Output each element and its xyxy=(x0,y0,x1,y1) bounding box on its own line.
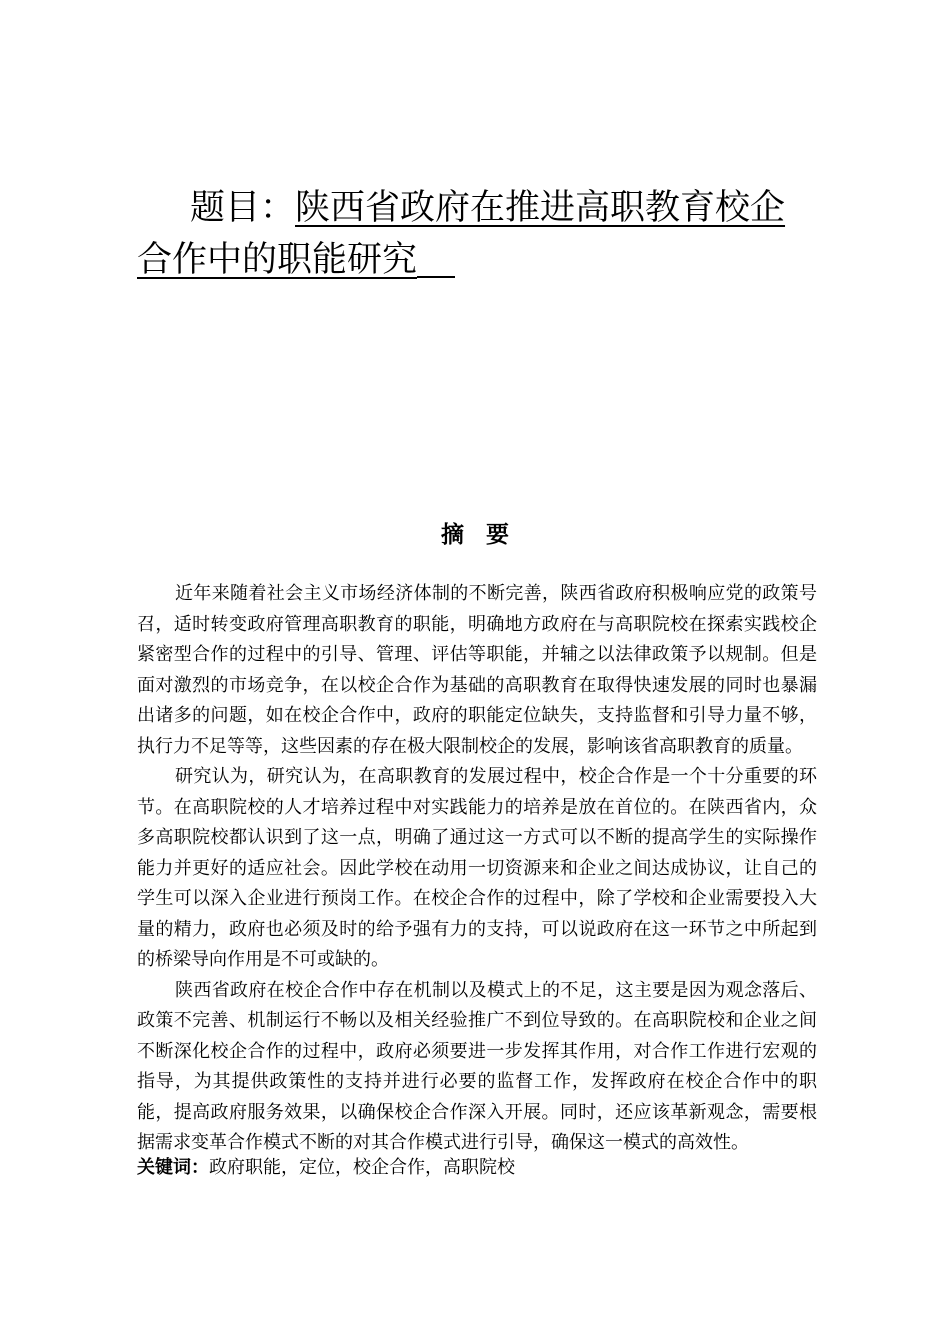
thesis-title-line-2 xyxy=(137,234,817,286)
thesis-title-line-1 xyxy=(137,182,817,234)
abstract-heading: 摘要 xyxy=(441,522,531,548)
abstract-paragraph: 研究认为，研究认为，在高职教育的发展过程中，校企合作是一个十分重要的环节。在高职院校的人才培养过程中对实践能力的培养是放在首位的。在陕西省内，众多高职院校都认识到了这一点，明确了通过这一方式可以不断的提高学生的实际操作能力并更好的适应社会。因此学校在动用一切资源来和企业之间达成协议，让自己的学生可以深入企业进行预岗工作。在校企合作的过程中，除了学校和企业需要投入大量的精力，政府也必须及时的给予强有力的支持，可以说政府在这一环节之中所起到的桥梁导向作用是不可或缺的。 xyxy=(137,766,817,970)
abstract-paragraph: 近年来随着社会主义市场经济体制的不断完善，陕西省政府积极响应党的政策号召，适时转变政府管理高职教育的职能，明确地方政府在与高职院校在探索实践校企紧密型合作的过程中的引导、管理、评估等职能，并辅之以法律政策予以规制。但是面对激烈的市场竞争，在以校企合作为基础的高职教育在取得快速发展的同时也暴漏出诸多的问题，如在校企合作中，政府的职能定位缺失，支持监督和引导力量不够，执行力不足等等，这些因素的存在极大限制校企的发展，影响该省高职教育的质量。 xyxy=(137,583,817,757)
thesis-title-label: 题目： xyxy=(190,188,296,228)
keywords-label: 关键词： xyxy=(137,1157,209,1178)
thesis-title-text-2: 合作中的职能研究 xyxy=(137,240,418,280)
thesis-title-text-1: 陕西省政府在推进高职教育校企 xyxy=(295,188,786,228)
thesis-title xyxy=(137,182,817,286)
abstract-paragraph: 陕西省政府在校企合作中存在机制以及模式上的不足，这主要是因为观念落后、政策不完善、机制运行不畅以及相关经验推广不到位导致的。在高职院校和企业之间不断深化校企合作的过程中，政府必须要进一步发挥其作用，对合作工作进行宏观的指导，为其提供政策性的支持并进行必要的监督工作，发挥政府在校企合作中的职能，提高政府服务效果，以确保校企合作深入开展。同时，还应该革新观念，需要根据需求变革合作模式不断的对其合作模式进行引导，确保这一模式的高效性。 xyxy=(137,979,817,1153)
abstract-body xyxy=(137,579,817,1159)
title-underline-trail xyxy=(417,275,455,278)
keywords-value: 政府职能，定位，校企合作，高职院校 xyxy=(209,1157,515,1178)
keywords-line xyxy=(137,1153,817,1183)
